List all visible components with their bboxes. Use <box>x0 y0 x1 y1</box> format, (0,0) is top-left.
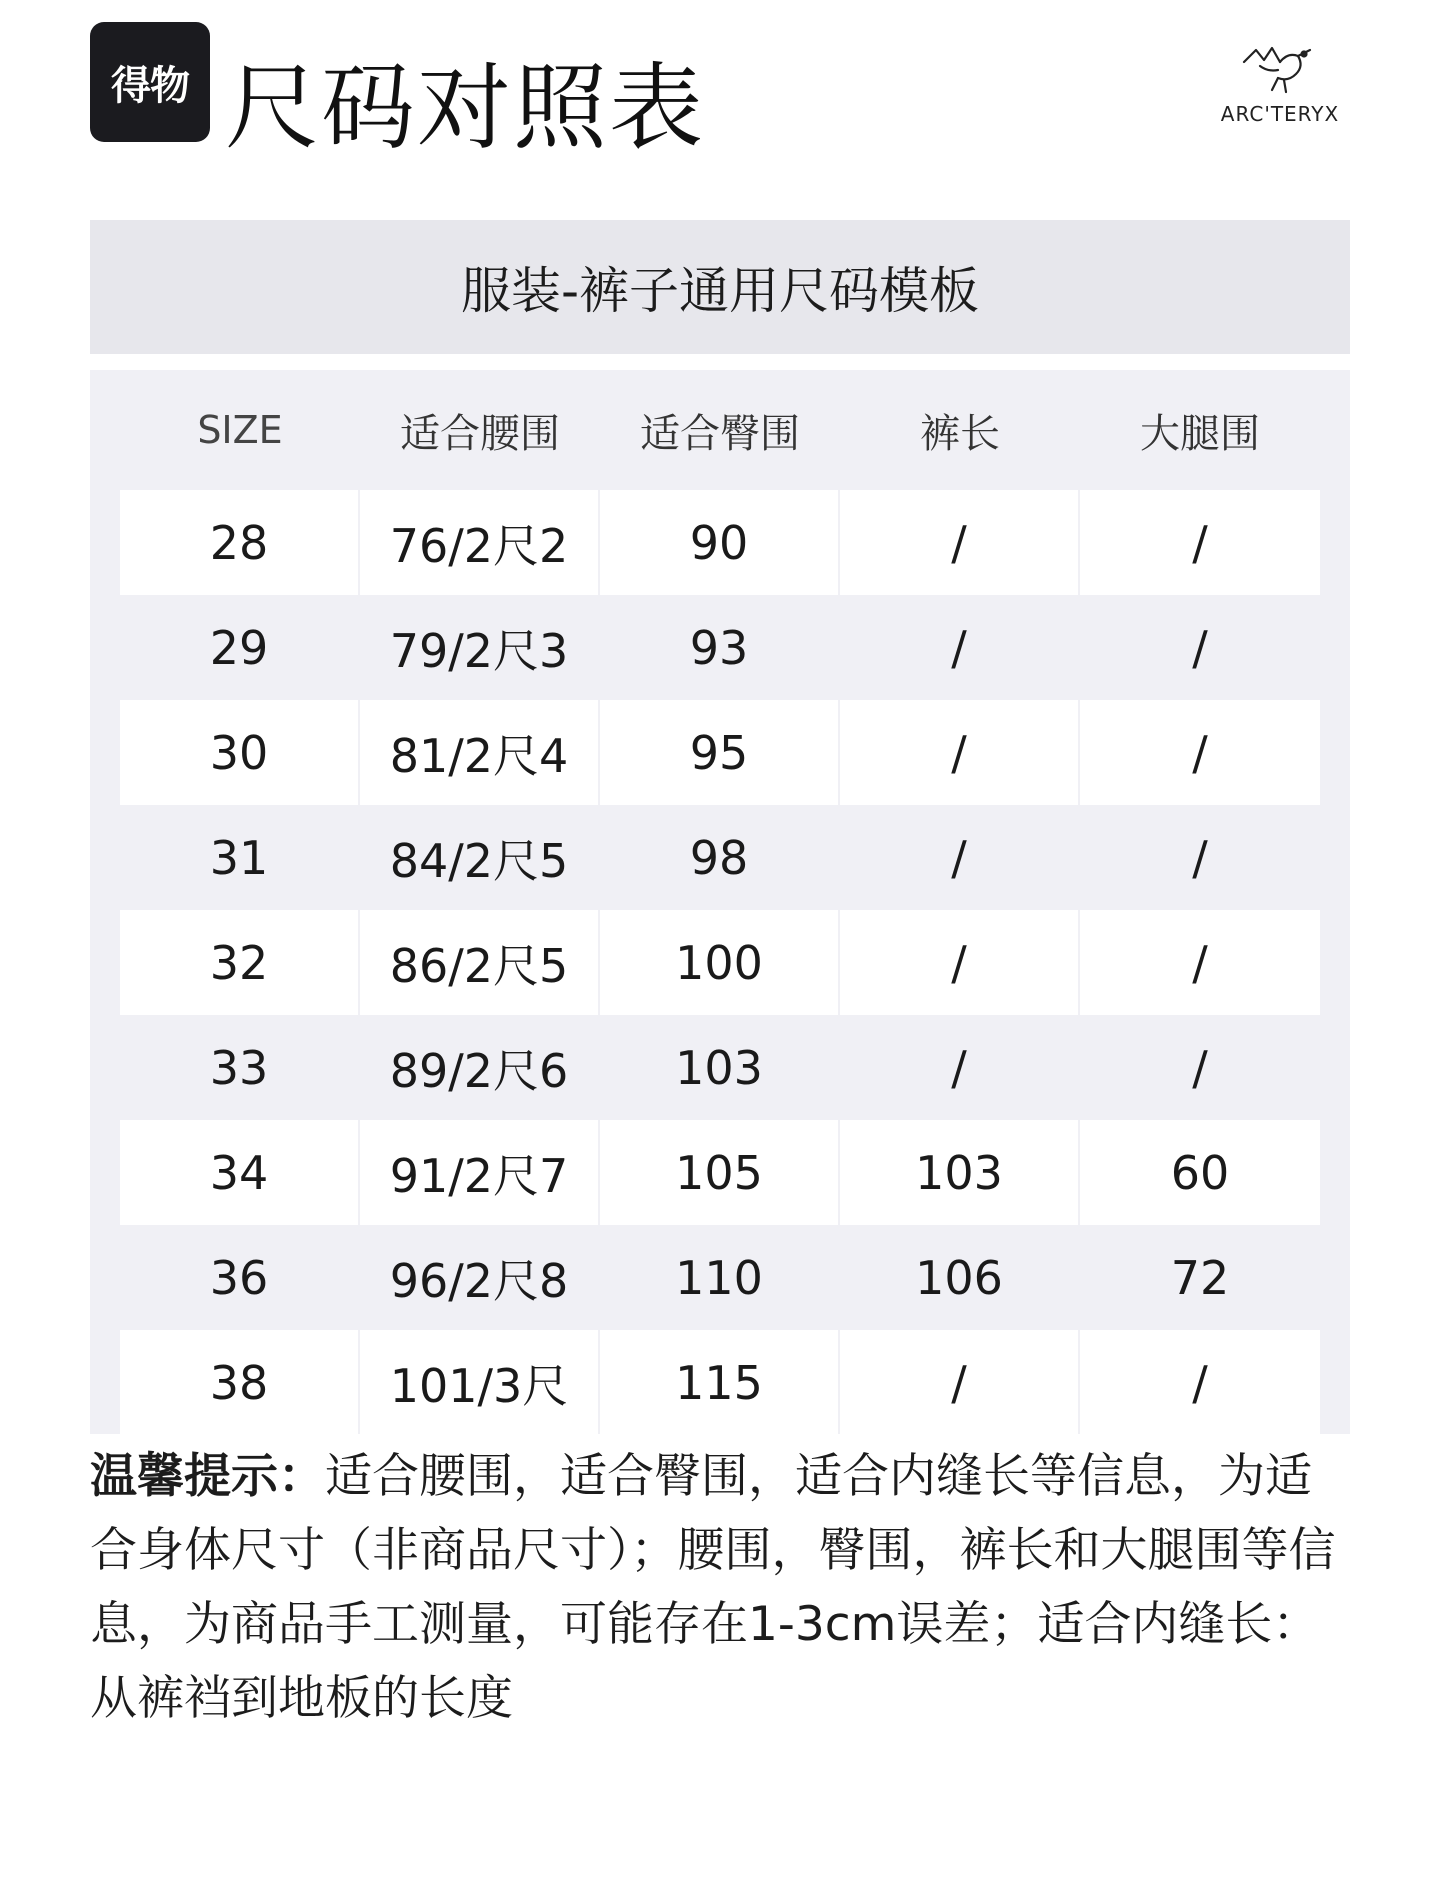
archaeopteryx-icon <box>1238 42 1322 98</box>
cell-waist: 96/2尺8 <box>389 1253 569 1308</box>
dewu-logo-badge: 得物 <box>90 22 210 142</box>
logo-wordmark: ARC'TERYX <box>1220 102 1340 126</box>
cell-hip: 105 <box>600 1120 838 1225</box>
table-row <box>120 700 1320 805</box>
cell-length: 106 <box>915 1250 1003 1305</box>
cell-waist: 84/2尺5 <box>389 833 569 888</box>
cell-waist: 81/2尺4 <box>360 700 598 805</box>
cell-length: / <box>840 910 1078 1015</box>
cell-thigh: / <box>1080 490 1320 595</box>
table-row <box>120 490 1320 595</box>
cell-length: / <box>840 490 1078 595</box>
cell-length: / <box>840 1330 1078 1434</box>
cell-hip: 103 <box>675 1040 763 1095</box>
cell-waist: 86/2尺5 <box>360 910 598 1015</box>
cell-size: 38 <box>120 1330 358 1434</box>
table-row <box>120 1330 1320 1434</box>
size-notes <box>90 1440 1350 1736</box>
cell-length: 103 <box>840 1120 1078 1225</box>
cell-hip: 115 <box>600 1330 838 1434</box>
notes-label: 温馨提示： <box>90 1449 325 1504</box>
table-row <box>120 910 1320 1015</box>
cell-thigh: / <box>1080 1330 1320 1434</box>
table-row <box>120 1225 1320 1330</box>
cell-waist: 91/2尺7 <box>360 1120 598 1225</box>
cell-waist: 101/3尺 <box>360 1330 598 1434</box>
cell-length: / <box>840 700 1078 805</box>
cell-length: / <box>951 1040 967 1095</box>
column-header-size: SIZE <box>197 408 283 452</box>
column-header-waist: 适合腰围 <box>400 410 560 457</box>
cell-thigh: / <box>1192 1040 1208 1095</box>
cell-hip: 95 <box>600 700 838 805</box>
cell-thigh: 72 <box>1170 1250 1230 1305</box>
cell-hip: 98 <box>689 830 749 885</box>
table-header <box>120 370 1320 490</box>
cell-size: 34 <box>120 1120 358 1225</box>
table-body <box>120 490 1320 1434</box>
cell-thigh: 60 <box>1080 1120 1320 1225</box>
notes-text: 适合腰围，适合臀围，适合内缝长等信息，为适合身体尺寸（非商品尺寸）；腰围，臀围，裤长和大腿围等信息，为商品手工测量，可能存在1-3cm误差；适合内缝长：从裤裆到地板的长度 <box>90 1449 1336 1726</box>
cell-length: / <box>951 830 967 885</box>
cell-waist: 79/2尺3 <box>389 623 569 678</box>
cell-size: 36 <box>209 1250 269 1305</box>
header <box>90 22 1350 172</box>
arcteryx-logo <box>1210 42 1350 152</box>
column-header-thigh: 大腿围 <box>1140 410 1260 457</box>
table-row <box>120 1015 1320 1120</box>
cell-thigh: / <box>1192 830 1208 885</box>
table-row <box>120 595 1320 700</box>
cell-size: 33 <box>209 1040 269 1095</box>
table-row <box>120 1120 1320 1225</box>
cell-thigh: / <box>1192 620 1208 675</box>
cell-size: 28 <box>120 490 358 595</box>
column-header-length: 裤长 <box>920 410 1000 457</box>
cell-length: / <box>951 620 967 675</box>
cell-thigh: / <box>1080 910 1320 1015</box>
cell-hip: 90 <box>600 490 838 595</box>
cell-hip: 93 <box>689 620 749 675</box>
page-title: 尺码对照表 <box>225 54 706 163</box>
cell-size: 29 <box>209 620 269 675</box>
column-header-hip: 适合臀围 <box>640 410 800 457</box>
table-row <box>120 805 1320 910</box>
cell-thigh: / <box>1080 700 1320 805</box>
cell-waist: 76/2尺2 <box>360 490 598 595</box>
cell-size: 30 <box>120 700 358 805</box>
cell-hip: 110 <box>675 1250 763 1305</box>
cell-waist: 89/2尺6 <box>389 1043 569 1098</box>
template-title: 服装-裤子通用尺码模板 <box>90 220 1350 354</box>
cell-size: 31 <box>209 830 269 885</box>
cell-hip: 100 <box>600 910 838 1015</box>
cell-size: 32 <box>120 910 358 1015</box>
size-table <box>90 370 1350 1434</box>
